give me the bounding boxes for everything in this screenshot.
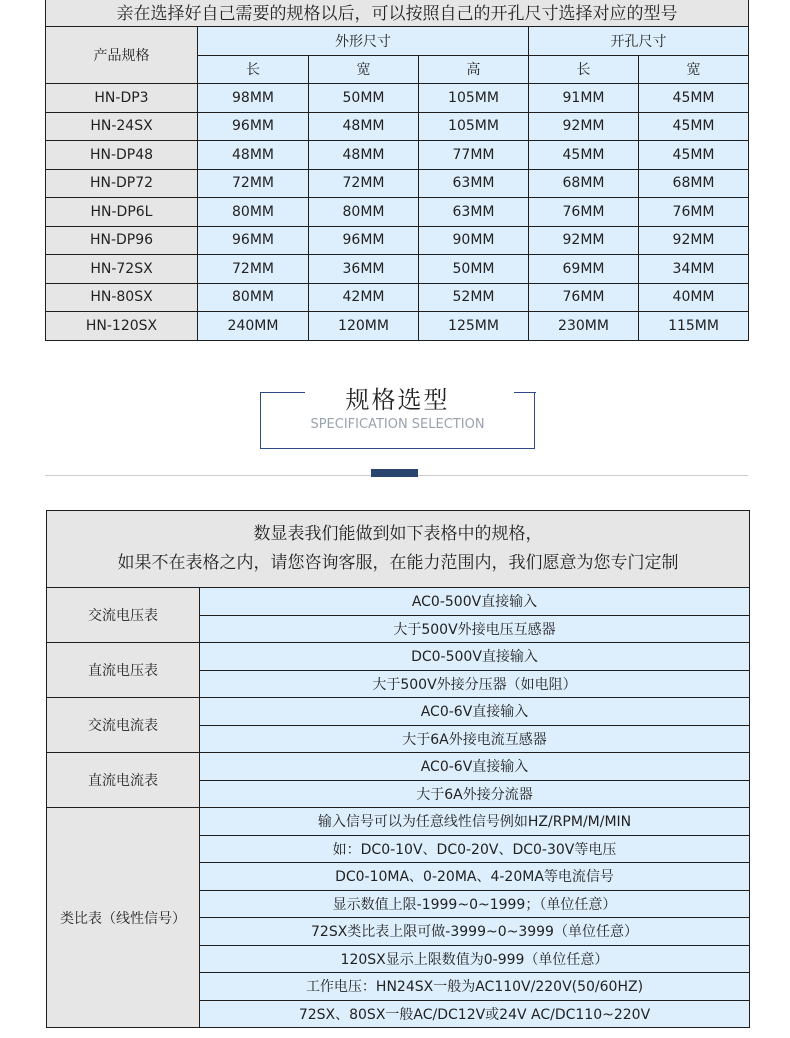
table-row — [46, 198, 749, 227]
dimension-cell: 90MM — [419, 226, 529, 255]
dimension-cell: 36MM — [309, 255, 419, 284]
size-table — [45, 0, 749, 341]
spec-item: 72SX、80SX一般AC/DC12V或24V AC/DC110~220V — [200, 1000, 750, 1028]
dimension-cell: 80MM — [198, 198, 309, 227]
dimension-cell: 68MM — [639, 169, 749, 198]
model-cell: HN-DP96 — [46, 226, 198, 255]
table-header — [47, 511, 750, 588]
meter-type: 直流电流表 — [47, 753, 200, 808]
dimension-cell: 45MM — [639, 84, 749, 113]
header-sub: 高 — [419, 55, 529, 84]
spec-item: 输入信号可以为任意线性信号例如HZ/RPM/M/MIN — [200, 808, 750, 836]
table-row — [47, 588, 750, 616]
dimension-cell: 50MM — [309, 84, 419, 113]
dimension-cell: 96MM — [198, 112, 309, 141]
dimension-cell: 80MM — [198, 283, 309, 312]
header-cutout-size: 开孔尺寸 — [529, 27, 749, 56]
model-cell: HN-DP72 — [46, 169, 198, 198]
dimension-cell: 92MM — [639, 226, 749, 255]
model-cell: HN-DP48 — [46, 141, 198, 170]
table-row — [46, 255, 749, 284]
dimension-cell: 92MM — [529, 226, 639, 255]
dimension-cell: 69MM — [529, 255, 639, 284]
spec-item: DC0-10MA、0-20MA、4-20MA等电流信号 — [200, 863, 750, 891]
dimension-cell: 63MM — [419, 169, 529, 198]
header-sub: 长 — [198, 55, 309, 84]
table-row — [47, 753, 750, 781]
table-row — [46, 283, 749, 312]
table-row — [47, 643, 750, 671]
dimension-cell: 120MM — [309, 312, 419, 341]
table-row — [46, 112, 749, 141]
header-line: 如果不在表格之内，请您咨询客服，在能力范围内，我们愿意为您专门定制 — [117, 553, 679, 573]
dimension-cell: 50MM — [419, 255, 529, 284]
dimension-cell: 115MM — [639, 312, 749, 341]
spec-item: 大于500V外接分压器（如电阻） — [200, 670, 750, 698]
dimension-cell: 98MM — [198, 84, 309, 113]
spec-item: DC0-500V直接输入 — [200, 643, 750, 671]
dimension-cell: 34MM — [639, 255, 749, 284]
header-model: 产品规格 — [46, 27, 198, 84]
dimension-cell: 45MM — [639, 141, 749, 170]
section-subtitle: SPECIFICATION SELECTION — [310, 417, 485, 432]
dimension-cell: 45MM — [639, 112, 749, 141]
spec-item: AC0-6V直接输入 — [200, 753, 750, 781]
dimension-cell: 42MM — [309, 283, 419, 312]
section-title: 规格选型 — [345, 386, 450, 414]
header-sub: 宽 — [309, 55, 419, 84]
dimension-cell: 77MM — [419, 141, 529, 170]
section-heading — [260, 386, 535, 449]
spec-item: AC0-500V直接输入 — [200, 588, 750, 616]
dimension-cell: 48MM — [198, 141, 309, 170]
dimension-cell: 76MM — [639, 198, 749, 227]
spec-table — [46, 510, 750, 1028]
table-title: 亲在选择好自己需要的规格以后，可以按照自己的开孔尺寸选择对应的型号 — [46, 0, 749, 27]
table-row — [47, 808, 750, 836]
table-row — [46, 141, 749, 170]
dimension-cell: 48MM — [309, 112, 419, 141]
spec-item: 72SX类比表上限可做-3999~0~3999（单位任意） — [200, 918, 750, 946]
dimension-cell: 63MM — [419, 198, 529, 227]
table-row — [46, 169, 749, 198]
dimension-cell: 52MM — [419, 283, 529, 312]
dimension-cell: 240MM — [198, 312, 309, 341]
meter-type: 类比表（线性信号） — [47, 808, 200, 1028]
model-cell: HN-DP3 — [46, 84, 198, 113]
spec-item: 如：DC0-10V、DC0-20V、DC0-30V等电压 — [200, 835, 750, 863]
dimension-cell: 68MM — [529, 169, 639, 198]
dimension-cell: 72MM — [198, 255, 309, 284]
dimension-cell: 125MM — [419, 312, 529, 341]
dimension-cell: 230MM — [529, 312, 639, 341]
dimension-cell: 96MM — [198, 226, 309, 255]
dimension-cell: 72MM — [309, 169, 419, 198]
spec-item: 显示数值上限-1999~0~1999；（单位任意） — [200, 890, 750, 918]
dimension-cell: 91MM — [529, 84, 639, 113]
model-cell: HN-DP6L — [46, 198, 198, 227]
divider-accent — [371, 469, 418, 477]
dimension-cell: 92MM — [529, 112, 639, 141]
header-outer-size: 外形尺寸 — [198, 27, 529, 56]
header-sub: 宽 — [639, 55, 749, 84]
dimension-cell: 76MM — [529, 198, 639, 227]
spec-item: AC0-6V直接输入 — [200, 698, 750, 726]
dimension-cell: 45MM — [529, 141, 639, 170]
header-sub: 长 — [529, 55, 639, 84]
meter-type: 交流电压表 — [47, 588, 200, 643]
dimension-cell: 72MM — [198, 169, 309, 198]
spec-item: 大于6A外接分流器 — [200, 780, 750, 808]
model-cell: HN-72SX — [46, 255, 198, 284]
dimension-cell: 76MM — [529, 283, 639, 312]
dimension-cell: 48MM — [309, 141, 419, 170]
model-cell: HN-120SX — [46, 312, 198, 341]
table-row — [46, 312, 749, 341]
meter-type: 交流电流表 — [47, 698, 200, 753]
dimension-cell: 40MM — [639, 283, 749, 312]
table-row — [46, 84, 749, 113]
dimension-cell: 105MM — [419, 112, 529, 141]
dimension-cell: 80MM — [309, 198, 419, 227]
dimension-cell: 105MM — [419, 84, 529, 113]
table-row — [47, 698, 750, 726]
header-line: 数显表我们能做到如下表格中的规格， — [253, 524, 543, 544]
spec-item: 工作电压：HN24SX一般为AC110V/220V(50/60HZ) — [200, 973, 750, 1001]
spec-item: 大于6A外接电流互感器 — [200, 725, 750, 753]
dimension-cell: 96MM — [309, 226, 419, 255]
spec-item: 120SX显示上限数值为0-999（单位任意） — [200, 945, 750, 973]
meter-type: 直流电压表 — [47, 643, 200, 698]
table-row — [46, 226, 749, 255]
model-cell: HN-24SX — [46, 112, 198, 141]
model-cell: HN-80SX — [46, 283, 198, 312]
spec-item: 大于500V外接电压互感器 — [200, 615, 750, 643]
